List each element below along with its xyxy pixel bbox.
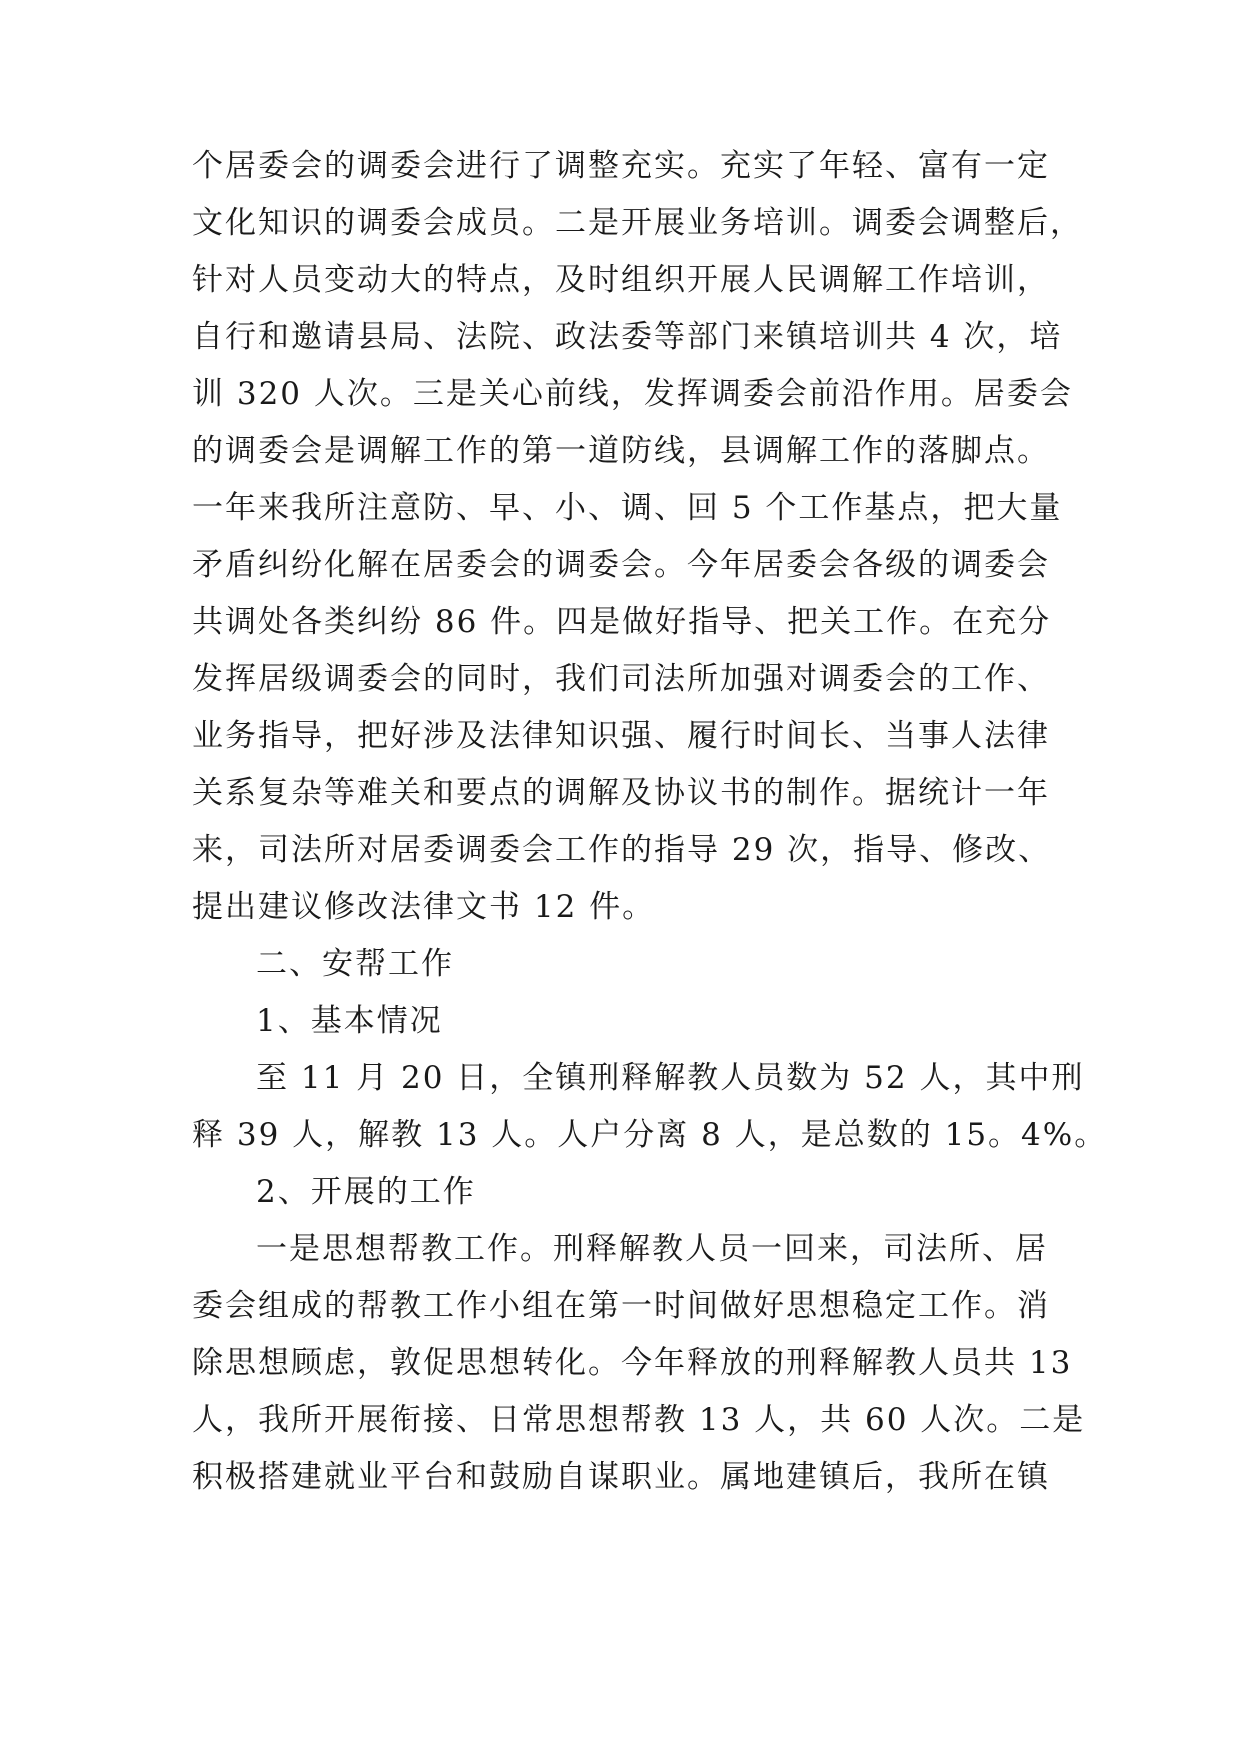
paragraph-line: 关系复杂等难关和要点的调解及协议书的制作。据统计一年 bbox=[192, 775, 1050, 811]
paragraph-line: 共调处各类纠纷 86 件。四是做好指导、把关工作。在充分 bbox=[192, 604, 1052, 640]
paragraph-line: 业务指导，把好涉及法律知识强、履行时间长、当事人法律 bbox=[192, 718, 1050, 754]
paragraph-line: 积极搭建就业平台和鼓励自谋职业。属地建镇后，我所在镇 bbox=[192, 1459, 1050, 1495]
section-heading: 二、安帮工作 bbox=[256, 946, 454, 982]
paragraph-line: 个居委会的调委会进行了调整充实。充实了年轻、富有一定 bbox=[192, 148, 1050, 184]
paragraph-line: 一年来我所注意防、早、小、调、回 5 个工作基点，把大量 bbox=[192, 490, 1063, 526]
paragraph-line: 的调委会是调解工作的第一道防线，县调解工作的落脚点。 bbox=[192, 433, 1050, 469]
subsection-heading: 2、开展的工作 bbox=[256, 1174, 476, 1210]
paragraph-line: 人，我所开展衔接、日常思想帮教 13 人，共 60 人次。二是 bbox=[192, 1402, 1086, 1438]
paragraph-line: 一是思想帮教工作。刑释解教人员一回来，司法所、居 bbox=[256, 1231, 1048, 1267]
paragraph-line: 自行和邀请县局、法院、政法委等部门来镇培训共 4 次，培 bbox=[192, 319, 1063, 355]
paragraph-line: 针对人员变动大的特点，及时组织开展人民调解工作培训， bbox=[192, 262, 1050, 298]
paragraph-line: 文化知识的调委会成员。二是开展业务培训。调委会调整后， bbox=[192, 205, 1083, 241]
paragraph-line: 释 39 人，解教 13 人。人户分离 8 人，是总数的 15。4%。 bbox=[192, 1117, 1108, 1153]
paragraph-line: 除思想顾虑，敦促思想转化。今年释放的刑释解教人员共 13 bbox=[192, 1345, 1073, 1381]
paragraph-line: 提出建议修改法律文书 12 件。 bbox=[192, 889, 656, 925]
paragraph-line: 发挥居级调委会的同时，我们司法所加强对调委会的工作、 bbox=[192, 661, 1050, 697]
paragraph-line: 委会组成的帮教工作小组在第一时间做好思想稳定工作。消 bbox=[192, 1288, 1050, 1324]
paragraph-line: 至 11 月 20 日，全镇刑释解教人员数为 52 人，其中刑 bbox=[256, 1060, 1085, 1096]
paragraph-line: 来，司法所对居委调委会工作的指导 29 次，指导、修改、 bbox=[192, 832, 1052, 868]
paragraph-line: 矛盾纠纷化解在居委会的调委会。今年居委会各级的调委会 bbox=[192, 547, 1050, 583]
subsection-heading: 1、基本情况 bbox=[256, 1003, 443, 1039]
paragraph-line: 训 320 人次。三是关心前线，发挥调委会前沿作用。居委会 bbox=[192, 376, 1073, 412]
